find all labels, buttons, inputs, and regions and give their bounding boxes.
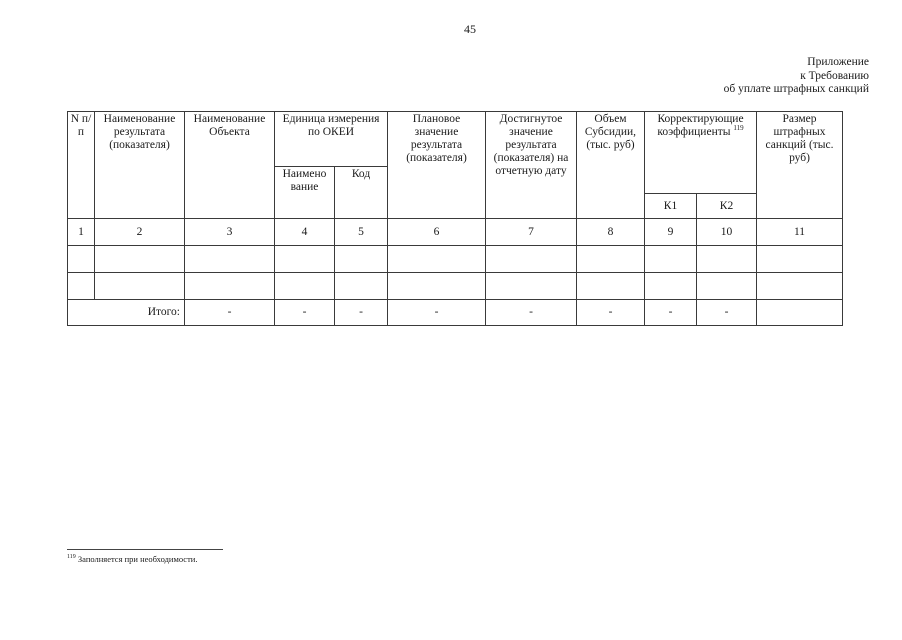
page-number: 45 [464,22,476,36]
column-number: 8 [577,219,645,246]
footnote-mark: 119 [67,554,76,561]
header-k1: К1 [645,194,697,219]
total-value [757,300,843,326]
header-achieved-value: Достигнутое значение результата (показателя) на отчетную дату [486,112,577,219]
header-number: N п/п [68,112,95,219]
column-number: 10 [697,219,757,246]
footnote [67,554,197,564]
header-planned-value: Плановое значение результата (показателя) [388,112,486,219]
table-cell [577,246,645,273]
header-result-name: Наименование результата (показателя) [95,112,185,219]
appendix-line-1: Приложение [807,56,869,68]
footnote-text: Заполняется при необходимости. [77,554,198,564]
table-cell [68,273,95,300]
total-value: - [645,300,697,326]
table-cell [697,273,757,300]
total-value: - [185,300,275,326]
table-cell [388,273,486,300]
total-label: Итого: [68,300,185,326]
column-number: 1 [68,219,95,246]
penalty-sanctions-table [67,111,843,326]
header-coefficients-group [645,112,757,194]
header-unit-group: Единица измерения по ОКЕИ [275,112,388,167]
column-number: 6 [388,219,486,246]
header-object-name: Наименование Объекта [185,112,275,219]
coefficients-footnote-mark: 119 [733,124,744,133]
header-sanctions-size: Размер штрафных санкций (тыс. руб) [757,112,843,219]
table-cell [335,246,388,273]
table-row [68,246,843,273]
total-value: - [275,300,335,326]
table-cell [697,246,757,273]
footnote-divider [67,549,223,550]
header-k2: К2 [697,194,757,219]
table-cell [185,273,275,300]
column-number: 11 [757,219,843,246]
total-value: - [577,300,645,326]
table-cell [68,246,95,273]
table-cell [388,246,486,273]
table-cell [95,273,185,300]
appendix-heading [724,56,869,97]
total-value: - [335,300,388,326]
total-value: - [388,300,486,326]
table-cell [275,273,335,300]
table-cell [757,246,843,273]
header-unit-code: Код [335,167,388,219]
column-number: 7 [486,219,577,246]
appendix-line-3: об уплате штрафных санкций [723,83,869,95]
column-number: 4 [275,219,335,246]
total-row [68,300,843,326]
table-cell [95,246,185,273]
appendix-line-2: к Требованию [800,69,869,82]
table-row [68,273,843,300]
column-number: 2 [95,219,185,246]
coefficients-label: Корректирующие коэффициенты [657,113,744,138]
total-value: - [486,300,577,326]
table-cell [757,273,843,300]
column-number: 9 [645,219,697,246]
header-unit-name: Наимено вание [275,167,335,219]
table-cell [275,246,335,273]
table-cell [335,273,388,300]
header-subsidy-volume: Объем Субсидии, (тыс. руб) [577,112,645,219]
table-cell [486,246,577,273]
table-cell [486,273,577,300]
column-number: 5 [335,219,388,246]
table-cell [577,273,645,300]
total-value: - [697,300,757,326]
table-cell [645,246,697,273]
table-cell [645,273,697,300]
table-cell [185,246,275,273]
column-numbers-row [68,219,843,246]
column-number: 3 [185,219,275,246]
